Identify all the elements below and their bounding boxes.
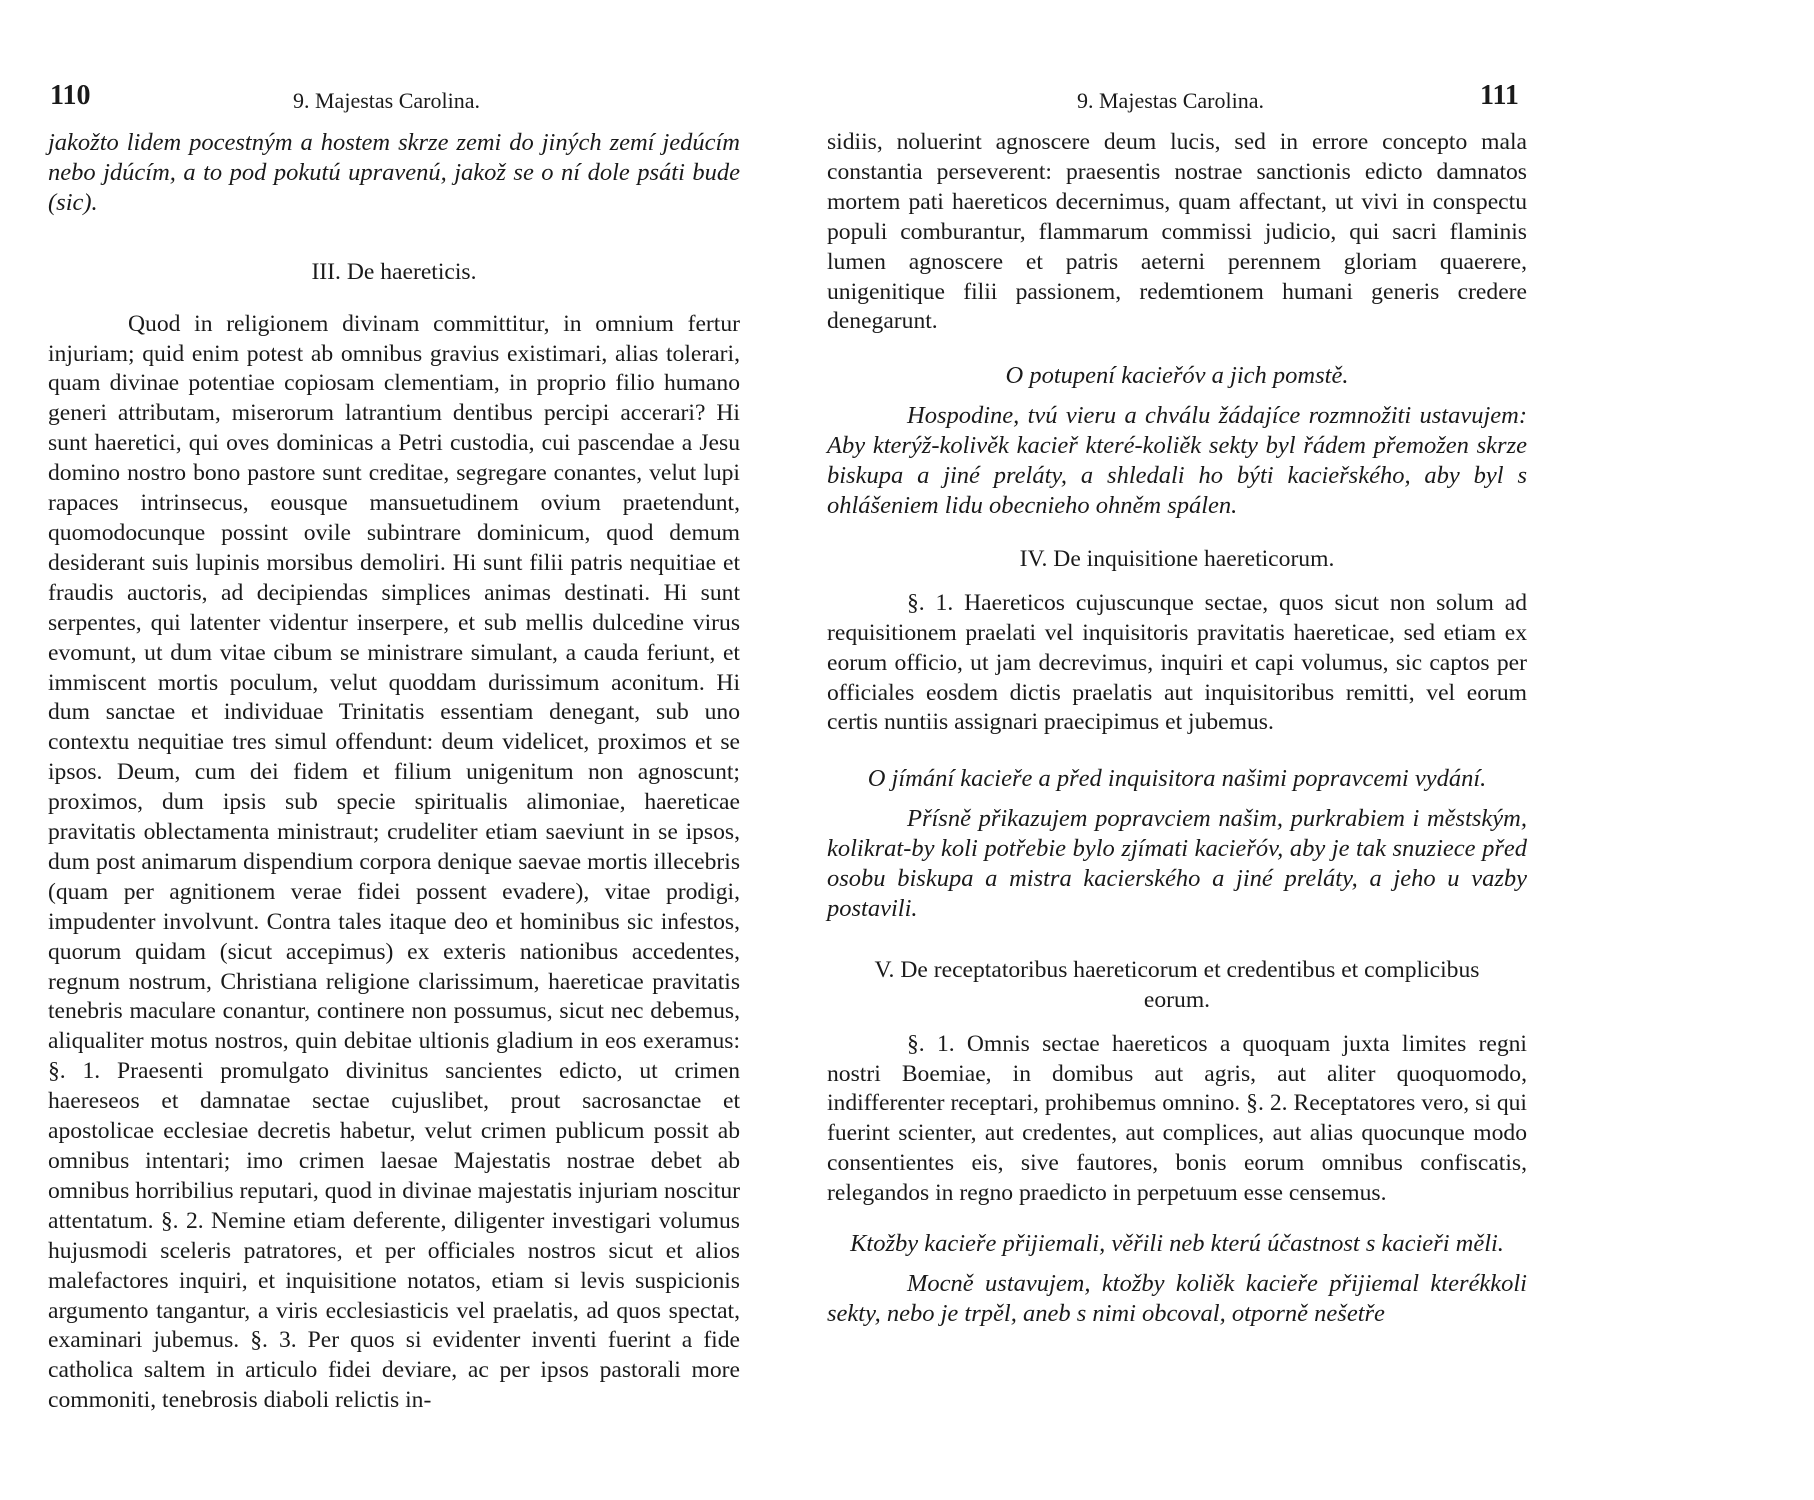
body-paragraph-haereticis: Quod in religionem divinam committitur, in omnium fertur injuriam; quid enim potest ab omnibus gravius existimari, alias tolerari, quam divinae potentiae copiosam clementiam, in proprio filio humano generi attributam, miserorum latrantium dentibus percipi accerari? Hi sunt haeretici, qui oves dominicas a Petri custodia, cui pascendae a Jesu domino nostro bono pastore sunt creditae, segregare conantes, velut lupi rapaces intrinsecus, eousque mansuetudinem ovium praetendunt, quomodocunque possint ovile subintrare dominicum, quod demum desiderant suis lupinis morsibus demoliri. Hi sunt filii patris nequitiae et fraudis auctoris, ad decipiendas simplices animas destinati. Hi sunt serpentes, qui latenter videntur inserpere, et sub mellis dulcedine virus evomunt, ut dum vitae cibum se ministrare simulant, a cauda feriunt, et immiscent mortis poculum, velut quoddam durissimum aconitum. Hi dum sanctae et individuae Trinitatis essentiam denegant, sub uno contextu nequitiae tres simul offendunt: deum videlicet, proximos et se ipsos. Deum, cum dei fidem et filium unigenitum non agnoscunt; proximos, dum ipsis sub specie spiritualis alimoniae, haereticae pravitatis oblectamenta ministraut; crudeliter etiam saeviunt in se ipsos, dum post animarum dispendium corpora denique saevae mortis illecebris (quam per agnitionem verae fidei possent evadere), vitae prodigi, impudenter involvunt. Contra tales itaque deo et hominibus sic infestos, quorum quidam (sicut accepimus) ex exteris nationibus accedentes, regnum nostrum, Christiana religione clarissimum, haereticae pravitatis tenebris maculare conantur, continere non possumus, sicut nec debemus, aliqualiter motus nostros, quin debitae ultionis gladium in eos exeramus: §. 1. Praesenti promulgato divinitus sancientes edicto, ut crimen haereseos et damnatae sectae cujuslibet, prout sacrosanctae et apostolicae ecclesiae decretis habetur, velut crimen publicum possit ab omnibus intentari; imo crimen laesae Majestatis nostrae debet ab omnibus horribilius reputari, quod in divinae majestatis injuriam noscitur attentatum. §. 2. Nemine etiam deferente, diligenter investigari volumus hujusmodi sceleris patratores, et per officiales nostros sicut et alios malefactores inquiri, et inquisitione notatos, etiam si levis suspicionis argumento tangantur, a viris ecclesiasticis vel praelatis, ad quos spectat, examinari jubemus. §. 3. Per quos si evidenter inventi fuerint a fide catholica saltem in articulo fidei deviare, ac per ipsos pastorali more commoniti, tenebrosis diaboli relictis in- [48, 310, 740, 1414]
intro-italic-paragraph: jakožto lidem pocestným a hostem skrze zemi do jiných zemí jedúcím nebo jdúcím, a to pod pokutú upravenú, jakož se o ní dole psáti bude (sic). [48, 129, 740, 216]
section-heading-iii: III. De haereticis. [311, 258, 477, 285]
section-heading-v: V. De receptatoribus haereticorum et credentibus et complicibus eorum. [874, 956, 1480, 1013]
latin-paragraph-iv: §. 1. Haereticos cujuscunque sectae, quos sicut non solum ad requisitionem praelati vel inquisitoris pravitatis haereticae, sed etiam ex eorum officio, ut jam decrevimus, inquiri et capi volumus, sic captos per officiales eosdem dictis praelatis aut inquisitoribus remitti, vel eorum certis nuntiis assignari praecipimus et jubemus. [827, 589, 1527, 736]
czech-heading-jimani: O jímání kacieře a před inquisitora našimi popravcemi vydání. [867, 765, 1487, 793]
section-heading-iv: IV. De inquisitione haereticorum. [1019, 545, 1335, 572]
czech-paragraph-prijiemali: Mocně ustavujem, ktožby koliěk kacieře přijiemal kterékkoli sekty, nebo je trpěl, aneb s nimi obcoval, otporně nešetře [827, 1270, 1527, 1327]
right-page [827, 0, 1814, 1500]
page-number-left: 110 [50, 80, 91, 111]
czech-paragraph-potupeni: Hospodine, tvú vieru a chválu žádajíce rozmnožiti ustavujem: Aby kterýž-kolivěk kacieř které-koliěk sekty byl řádem přemožen skrze biskupa a jiné preláty, a shledali ho býti kacieřského, aby byl s ohlášeniem lidu obecnieho ohněm spálen. [827, 402, 1527, 519]
page-number-right: 111 [1480, 80, 1519, 111]
running-title-right: 9. Majestas Carolina. [1077, 88, 1264, 113]
continuation-paragraph: sidiis, noluerint agnoscere deum lucis, sed in errore concepto mala constantia perseverent: praesentis nostrae sanctionis edicto damnatos mortem pati haereticos decernimus, quam affectant, ut vivi in conspectu populi comburantur, flammarum commissi judicio, qui sacri flaminis lumen agnoscere et patris aeterni perennem gloriam quaerere, unigenitique filii passionem, redemtionem humani generis credere denegarunt. [827, 129, 1527, 335]
right-text-column [827, 128, 1527, 1329]
latin-paragraph-v: §. 1. Omnis sectae haereticos a quoquam juxta limites regni nostri Boemiae, in domibus aut agris, aut aliter quoquomodo, indifferenter receptari, prohibemus omnino. §. 2. Receptatores vero, si qui fuerint scienter, aut credentes, aut complices, aut alias quocunque modo consentientes eis, sive fautores, bonis eorum omnibus confiscatis, relegandos in regno praedicto in perpetuum esse censemus. [827, 1030, 1527, 1207]
running-title-left: 9. Majestas Carolina. [293, 88, 480, 113]
czech-heading-potupeni: O potupení kacieřóv a jich pomstě. [1005, 362, 1349, 390]
left-text-column [48, 128, 740, 1416]
czech-heading-prijiemali: Ktožby kacieře přijiemali, věřili neb kterú účastnost s kacieři měli. [850, 1230, 1504, 1258]
czech-paragraph-jimani: Přísně přikazujem popravciem našim, purkrabiem i městským, kolikrat-by koli potřebie bylo zjímati kacieřóv, aby je tak snuziece před osobu biskupa a mistra kacierského a jiné preláty, a jeho u vazby postavili. [827, 805, 1527, 922]
